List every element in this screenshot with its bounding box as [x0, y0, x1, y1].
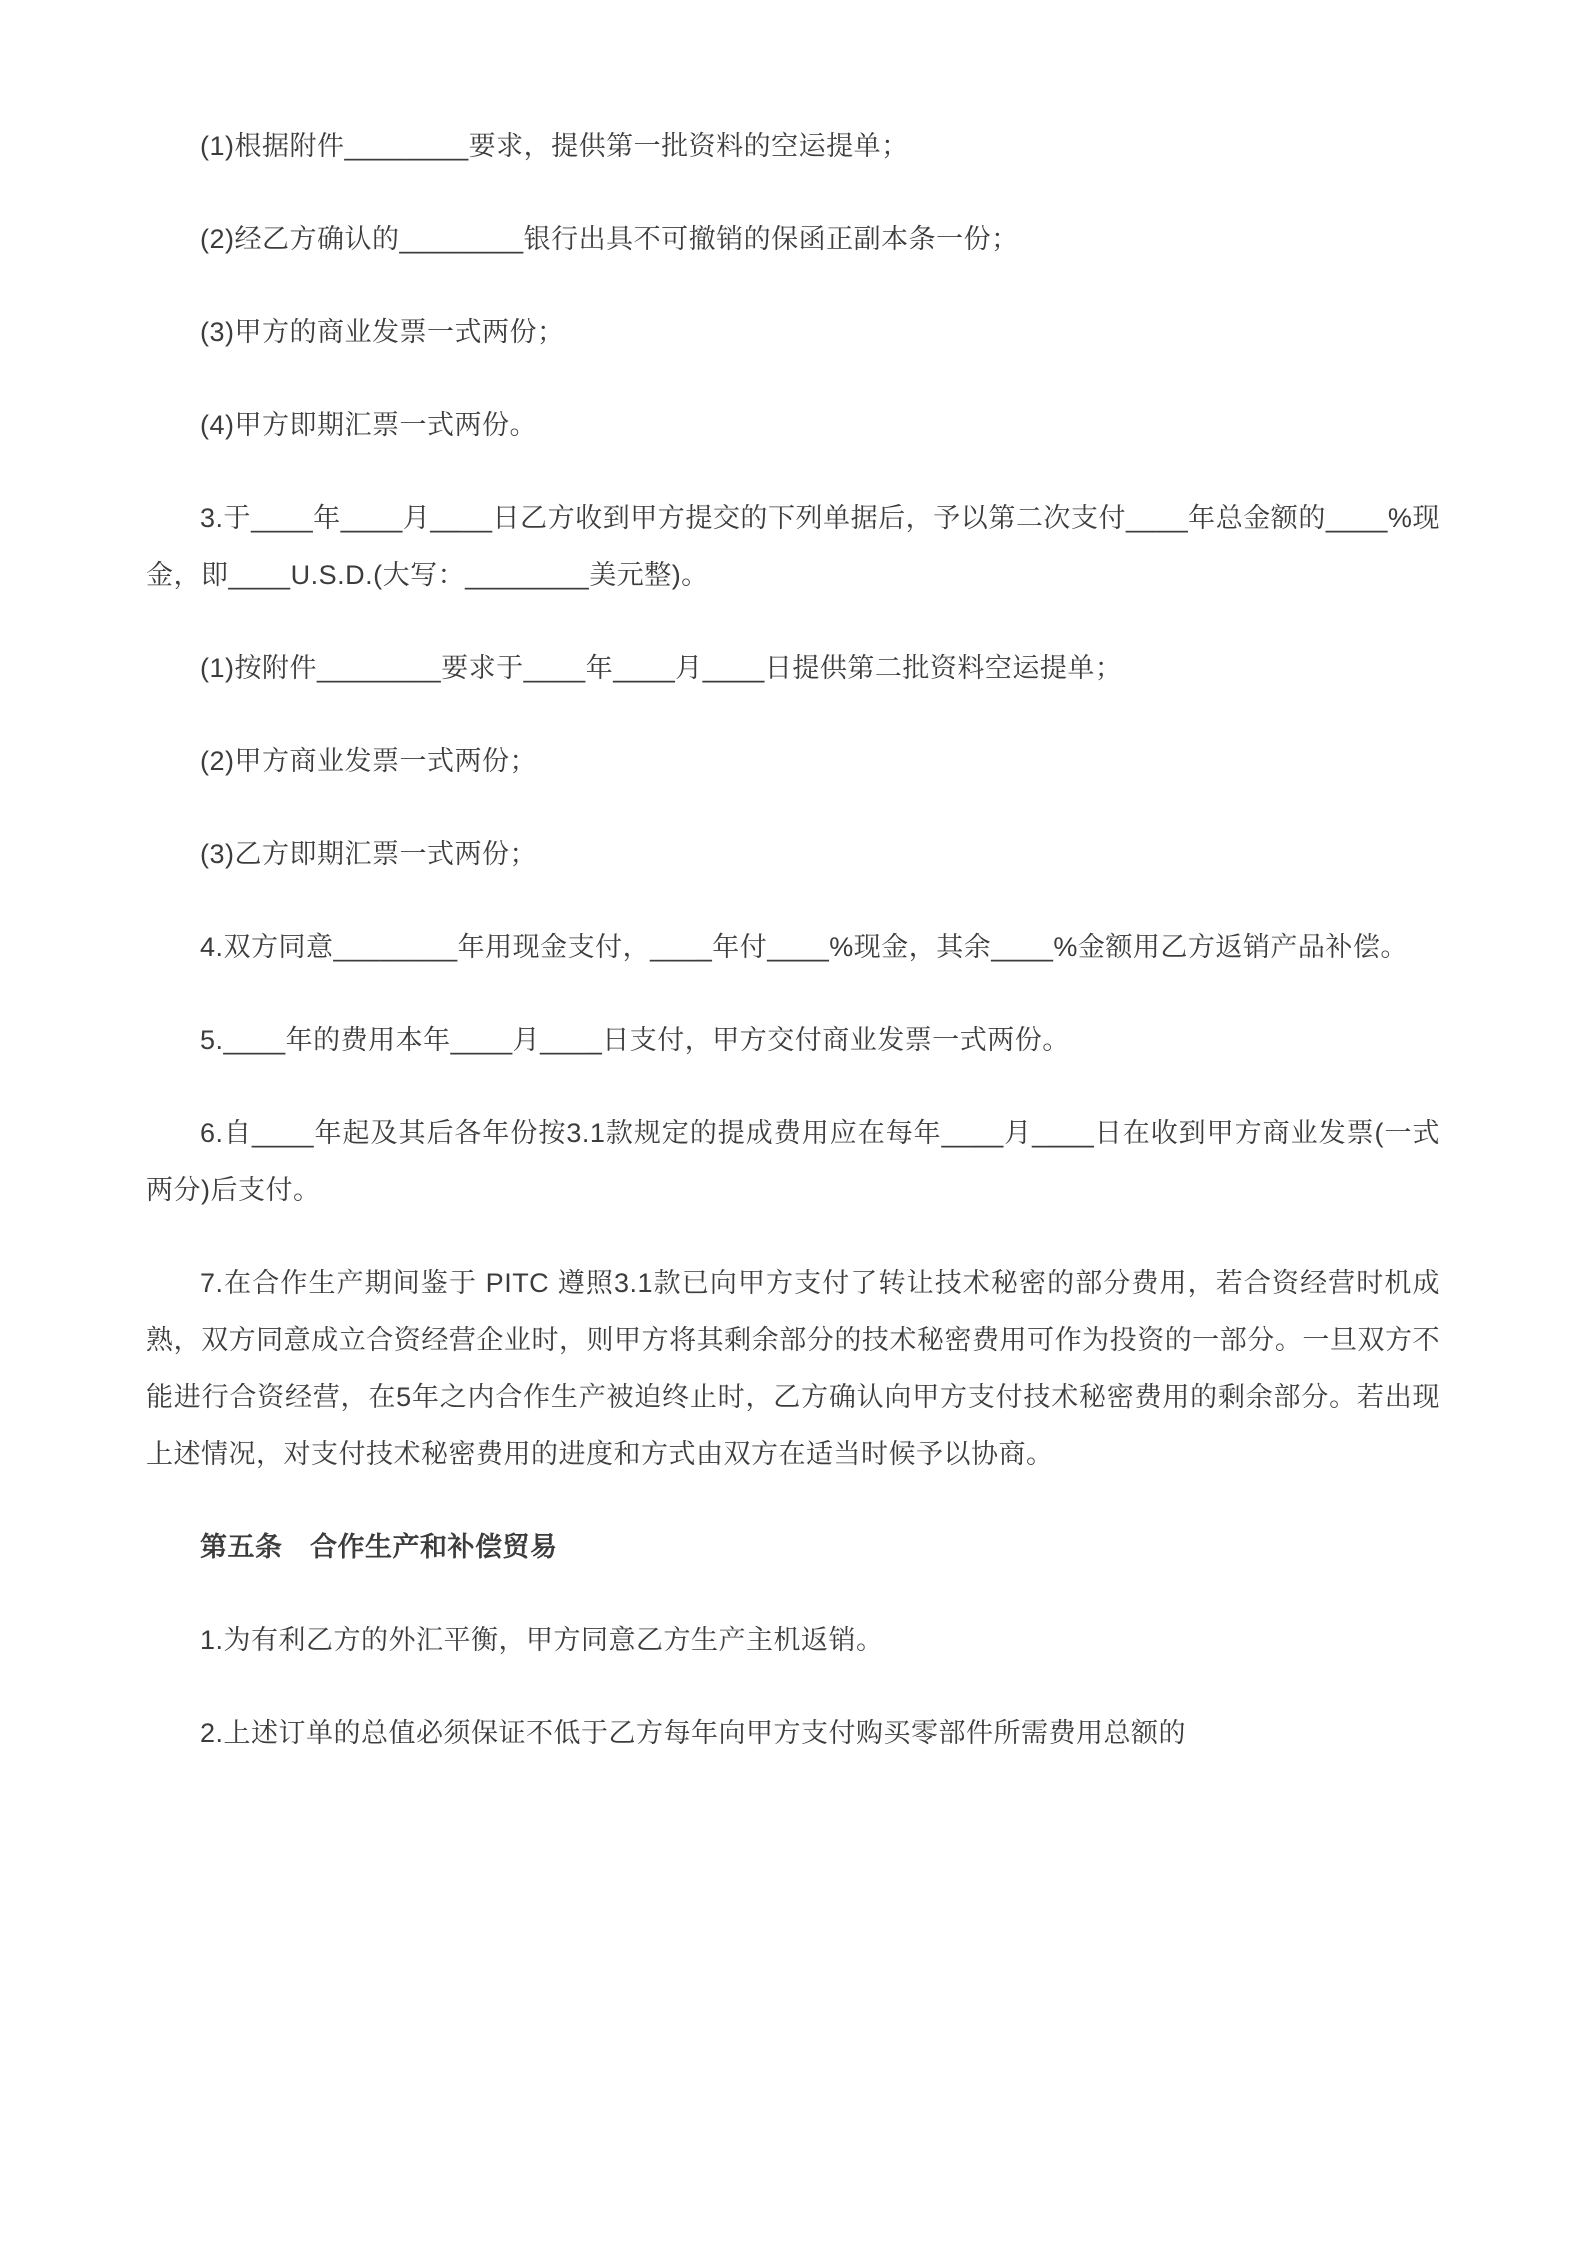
contract-paragraph: 5.____年的费用本年____月____日支付，甲方交付商业发票一式两份。: [200, 1025, 1070, 1055]
contract-paragraph: 7.在合作生产期间鉴于 PITC 遵照3.1款已向甲方支付了转让技术秘密的部分费用，若合资经营时机成熟，双方同意成立合资经营企业时，则甲方将其剩余部分的技术秘密费用可作为投资的一部分。一旦双方不能进行合资经营，在5年之内合作生产被迫终止时，乙方确认向甲方支付技术秘密费用的剩余部分。若出现上述情况，对支付技术秘密费用的进度和方式由双方在适当时候予以协商。: [146, 1268, 1440, 1469]
contract-paragraph: 1.为有利乙方的外汇平衡，甲方同意乙方生产主机返销。: [200, 1625, 884, 1655]
contract-paragraph: (2)甲方商业发票一式两份；: [200, 746, 537, 776]
contract-paragraph: (2)经乙方确认的________银行出具不可撤销的保函正副本条一份；: [200, 224, 1019, 254]
contract-paragraph: 3.于____年____月____日乙方收到甲方提交的下列单据后，予以第二次支付____年总金额的____%现金，即____U.S.D.(大写：________美元整)。: [146, 503, 1440, 590]
contract-paragraph: (3)乙方即期汇票一式两份；: [200, 839, 537, 869]
section-heading: 第五条 合作生产和补偿贸易: [200, 1532, 558, 1562]
contract-paragraph: (1)根据附件________要求，提供第一批资料的空运提单；: [200, 131, 909, 161]
contract-paragraph: (4)甲方即期汇票一式两份。: [200, 410, 537, 440]
contract-paragraph: 6.自____年起及其后各年份按3.1款规定的提成费用应在每年____月____日在收到甲方商业发票(一式两分)后支付。: [146, 1118, 1440, 1205]
contract-paragraph: (1)按附件________要求于____年____月____日提供第二批资料空运提单；: [200, 653, 1123, 683]
contract-paragraph: 2.上述订单的总值必须保证不低于乙方每年向甲方支付购买零部件所需费用总额的: [200, 1718, 1187, 1748]
contract-paragraph: 4.双方同意________年用现金支付，____年付____%现金，其余____%金额用乙方返销产品补偿。: [200, 932, 1408, 962]
contract-paragraph: (3)甲方的商业发票一式两份；: [200, 317, 565, 347]
